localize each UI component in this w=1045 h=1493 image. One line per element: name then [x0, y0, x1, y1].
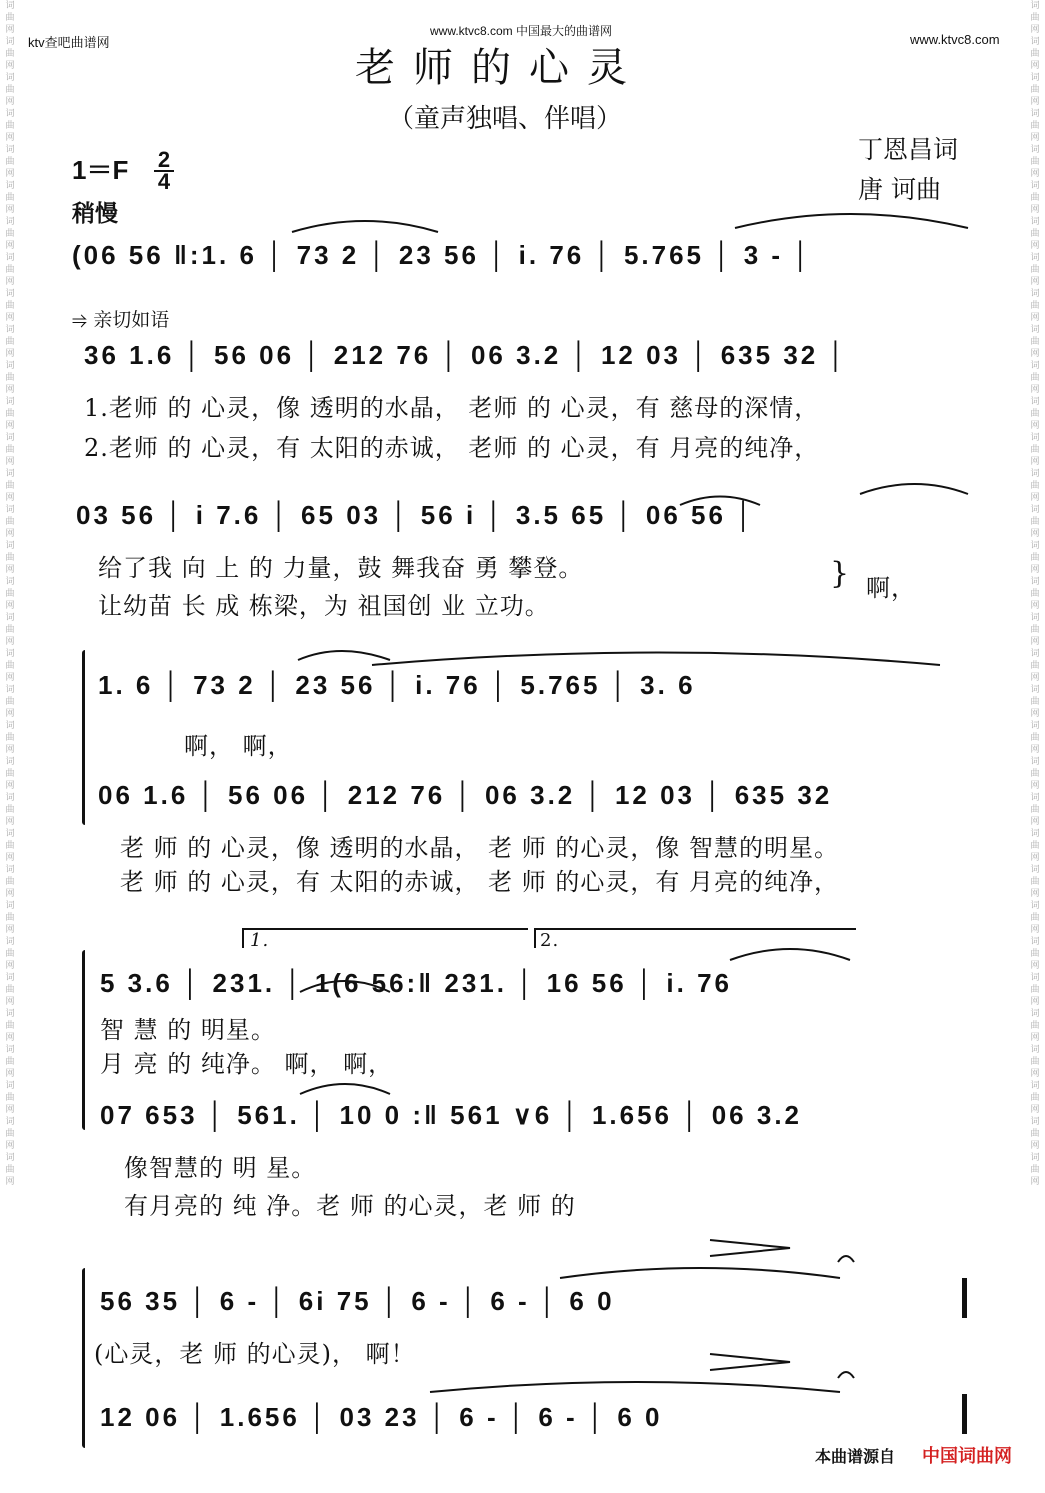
line6-upper-music: 56 35 │ 6 - │ 6i 75 │ 6 - │ 6 - │ 6 0: [100, 1286, 615, 1316]
line3-verse2: 让幼苗 长 成 栋梁，为 祖国创 业 立功。: [98, 592, 550, 620]
slur: [300, 981, 390, 992]
line5-lower-verse1: 像智慧的 明 星。: [124, 1154, 317, 1182]
expression-icon: ⥤: [72, 309, 94, 331]
second-ending-label: 2.: [540, 930, 560, 951]
slur: [292, 221, 438, 232]
line4-lower-verse2: 老 师 的 心灵，有 太阳的赤诚， 老 师 的心灵，有 月亮的纯净，: [120, 868, 840, 896]
line5-lower-music: 07 653 │ 561. │ 10 0 :‖ 561 ∨6 │ 1.656 │ 06 3.2: [100, 1100, 803, 1130]
time-signature-top: 2: [157, 147, 171, 172]
slur: [735, 214, 968, 228]
slur: [300, 1084, 390, 1094]
slur: [298, 651, 390, 660]
footer-source-site[interactable]: 中国词曲网: [922, 1446, 1012, 1467]
footer-source-label: 本曲谱源自: [815, 1447, 896, 1466]
song-title: 老师的心灵: [355, 45, 645, 91]
line3-brace: }: [830, 556, 851, 591]
line2-music: 36 1.6 │ 56 06 │ 212 76 │ 06 3.2 │ 12 03 │ 635 32 │: [84, 340, 848, 370]
song-subtitle: （童声独唱、伴唱）: [388, 104, 623, 134]
slur: [372, 653, 940, 666]
slur: [560, 1268, 840, 1278]
line3-tail: 啊，: [866, 574, 916, 602]
watermark-right: www.ktvc8.com: [910, 32, 1000, 47]
slur: [430, 1382, 840, 1392]
time-signature-bottom: 4: [154, 170, 174, 192]
line4-lower-verse1: 老 师 的 心灵，像 透明的水晶， 老 师 的心灵，像 智慧的明星。: [120, 834, 840, 862]
line2-verse1: 1.老师 的 心灵，像 透明的水晶， 老师 的 心灵，有 慈母的深情，: [84, 394, 820, 422]
watermark-left: ktv查吧曲谱网: [28, 35, 110, 50]
line6-lower-music: 12 06 │ 1.656 │ 03 23 │ 6 - │ 6 - │ 6 0: [100, 1402, 663, 1432]
accent-mark: [710, 1354, 790, 1370]
line6-upper-lyric: (心灵，老 师 的心灵)， 啊！: [94, 1340, 416, 1368]
line5-upper-verse1: 智 慧 的 明星。: [100, 1016, 276, 1044]
line4-upper-lyric: 啊， 啊，: [184, 732, 293, 760]
side-watermark-left: 词曲网词曲网词曲网词曲网词曲网词曲网词曲网词曲网词曲网词曲网词曲网词曲网词曲网词曲网词曲网词曲网词曲网词曲网词曲网词曲网词曲网词曲网词曲网词曲网词曲网词曲网词曲网词曲网词曲网词曲网词曲网词曲网词曲网: [5, 1, 15, 1187]
composer-credit: 唐 诃曲: [858, 175, 941, 204]
line5-upper-music: 5 3.6 │ 231. │ 1(6 56:‖ 231. │ 16 56 │ i. 76: [100, 968, 733, 998]
slur: [730, 949, 850, 960]
line5-upper-verse2: 月 亮 的 纯净。 啊， 啊，: [100, 1050, 394, 1078]
line4-upper-music: 1. 6 │ 73 2 │ 23 56 │ i. 76 │ 5.765 │ 3. 6: [98, 670, 696, 700]
fermata: [838, 1256, 854, 1262]
side-watermark-right: 词曲网词曲网词曲网词曲网词曲网词曲网词曲网词曲网词曲网词曲网词曲网词曲网词曲网词曲网词曲网词曲网词曲网词曲网词曲网词曲网词曲网词曲网词曲网词曲网词曲网词曲网词曲网词曲网词曲网词曲网词曲网词曲网词曲网: [1030, 1, 1040, 1187]
expression-text: 亲切如语: [93, 309, 170, 331]
slur: [860, 484, 968, 494]
accent-mark: [710, 1240, 790, 1256]
line2-verse2: 2.老师 的 心灵，有 太阳的赤诚， 老师 的 心灵，有 月亮的纯净，: [84, 434, 820, 462]
line5-lower-verse2: 有月亮的 纯 净。老 师 的心灵，老 师 的: [124, 1192, 576, 1220]
first-ending-label: 1.: [250, 930, 270, 951]
line1-music: (06 56 ‖:1. 6 │ 73 2 │ 23 56 │ i. 76 │ 5.765 │ 3 - │: [72, 240, 813, 270]
slur: [680, 497, 760, 506]
tempo-marking: 稍慢: [72, 201, 118, 227]
line4-lower-music: 06 1.6 │ 56 06 │ 212 76 │ 06 3.2 │ 12 03 │ 635 32: [98, 780, 833, 810]
lyricist-credit: 丁恩昌词: [858, 135, 959, 164]
watermark-center: www.ktvc8.com 中国最大的曲谱网: [430, 24, 613, 38]
fermata: [838, 1372, 854, 1378]
line3-verse1: 给了我 向 上 的 力量，鼓 舞我奋 勇 攀登。: [98, 554, 584, 582]
key-signature: 1＝F: [72, 155, 129, 185]
line3-music: 03 56 │ i 7.6 │ 65 03 │ 56 i │ 3.5 65 │ 06 56 │: [76, 500, 756, 530]
